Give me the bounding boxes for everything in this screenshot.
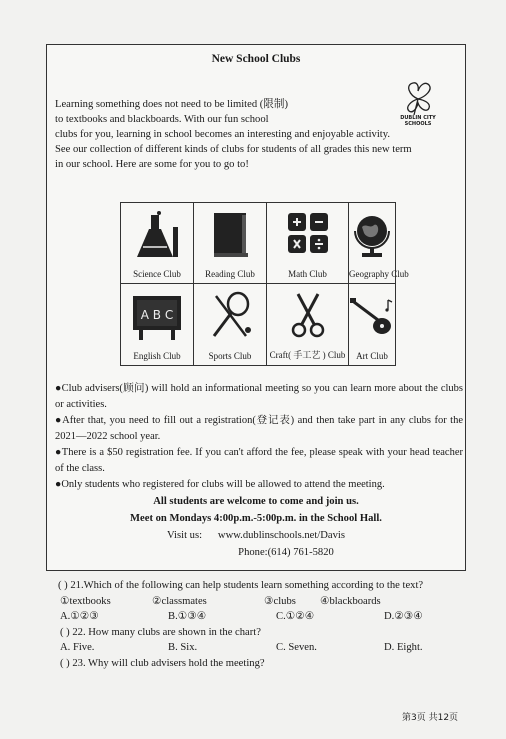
club-cell-sports (194, 284, 267, 365)
q21-item: ①textbooks (60, 595, 111, 607)
q22-option[interactable]: C. Seven. (276, 642, 317, 653)
club-cell-english (121, 284, 194, 365)
notice-bullets (55, 381, 463, 493)
question-21-stem: ( ) 21.Which of the following can help students learn something according to the text? (58, 580, 424, 591)
meeting-time: Meet on Mondays 4:00p.m.-5:00p.m. in the School Hall. (130, 513, 382, 524)
club-cell-geography (349, 203, 409, 284)
racket-icon (206, 290, 254, 342)
club-label: Geography Club (349, 269, 409, 279)
question-22-stem: ( ) 22. How many clubs are shown in the chart? (60, 626, 261, 638)
q22-option[interactable]: B. Six. (168, 642, 198, 653)
intro-line: See our collection of different kinds of clubs for students of all grades this new term (55, 144, 412, 155)
website-link[interactable]: www.dublinschools.net/Davis (217, 530, 345, 541)
club-label: Science Club (133, 269, 181, 279)
bullet-item: ●Only students who registered for clubs will be allowed to attend the meeting. (55, 479, 385, 490)
intro-line: clubs for you, learning in school becomes an interesting and enjoyable activity. (55, 129, 390, 140)
intro-line: to textbooks and blackboards. With our fun school (55, 114, 269, 125)
abc-board-icon (129, 290, 185, 342)
club-label: Craft( 手工艺 ) Club (269, 350, 346, 360)
questions-section (60, 578, 480, 671)
intro-line: in our school. Here are some for you to go to! (55, 159, 249, 170)
club-label: Reading Club (205, 269, 255, 279)
globe-icon (348, 209, 396, 261)
q22-option[interactable]: D. Eight. (384, 642, 423, 653)
club-notice (46, 44, 466, 571)
q21-option[interactable]: B.①③④ (168, 611, 207, 622)
flask-icon (133, 209, 181, 261)
phone-number: Phone:(614) 761-5820 (238, 547, 334, 558)
question-23-stem: ( ) 23. Why will club advisers hold the meeting? (60, 657, 265, 669)
visit-line (47, 530, 465, 541)
q22-option[interactable]: A. Five. (60, 642, 95, 653)
guitar-icon (348, 290, 396, 342)
clubs-chart (120, 202, 409, 366)
bullet-item: ●There is a $50 registration fee. If you can't afford the fee, please speak with your head teacher of the class. (55, 447, 463, 474)
math-symbols-icon (284, 209, 332, 261)
intro-paragraph (55, 97, 463, 172)
q21-item: ④blackboards (320, 595, 381, 607)
notice-title: New School Clubs (211, 53, 301, 65)
svg-text:A B C: A B C (140, 308, 174, 322)
club-label: Math Club (288, 269, 327, 279)
question-21-items (60, 594, 480, 610)
question-22-options (60, 640, 480, 656)
logo-text: DUBLIN CITY SCHOOLS (400, 115, 436, 127)
club-cell-science (121, 203, 194, 284)
book-icon (206, 209, 254, 261)
scissors-icon (284, 290, 332, 342)
welcome-line: All students are welcome to come and join us. (153, 496, 359, 507)
visit-label: Visit us: (167, 530, 203, 541)
club-cell-art (349, 284, 395, 365)
club-cell-math (267, 203, 349, 284)
club-cell-reading (194, 203, 267, 284)
q21-option[interactable]: D.②③④ (384, 611, 423, 622)
bullet-item: ●After that, you need to fill out a registration(登记表) and then take part in any clubs for the 2021—2022 school year. (55, 415, 463, 442)
q21-option[interactable]: A.①②③ (60, 611, 99, 622)
q21-item: ②classmates (152, 595, 207, 607)
question-21-options (60, 609, 480, 625)
club-cell-craft (267, 284, 349, 365)
club-label: English Club (133, 351, 181, 361)
intro-line: Learning something does not need to be limited (限制) (55, 99, 289, 110)
q21-option[interactable]: C.①②④ (276, 611, 315, 622)
bullet-item: ●Club advisers(顾问) will hold an informational meeting so you can learn more about the clubs or activities. (55, 383, 463, 410)
club-label: Art Club (356, 351, 388, 361)
club-label: Sports Club (208, 351, 252, 361)
page-footer: 第3页 共12页 (402, 713, 459, 723)
q21-item: ③clubs (264, 595, 296, 607)
